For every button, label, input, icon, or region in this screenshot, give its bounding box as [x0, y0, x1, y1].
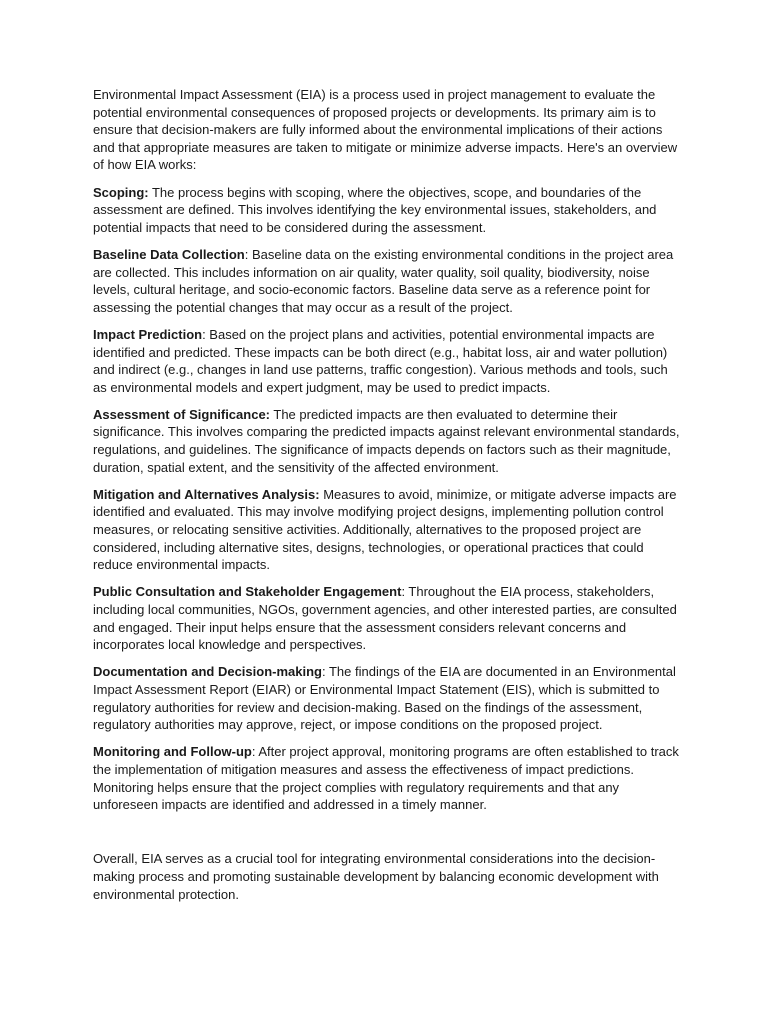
step-term: Scoping: [93, 184, 149, 200]
step-text: The process begins with scoping, where the objectives, scope, and boundaries of the assessment are defined. This involves identifying the key environmental issues, stakeholders, and potential impacts that need to be considered during the assessment. [93, 184, 657, 235]
document-body [93, 86, 683, 913]
step-text: : Throughout the EIA process, stakeholders, including local communities, NGOs, government agencies, and other interested parties, are consulted and engaged. Their input helps ensure that the assessment considers relevant concerns and incorporates local knowledge and perspectives. [93, 584, 677, 653]
step-term: Documentation and Decision-making [93, 664, 322, 680]
step-term: Assessment of Significance: [93, 406, 270, 422]
step-text: : After project approval, monitoring programs are often established to track the implementation of mitigation measures and assess the effectiveness of impact predictions. Monitoring helps ensure that the project complies with regulatory requirements and that any unforeseen impacts are identified and addressed in a timely manner. [93, 744, 679, 813]
step-text: Measures to avoid, minimize, or mitigate adverse impacts are identified and evaluated. This may involve modifying project designs, implementing pollution control measures, or relocating sensitive activities. Additionally, alternatives to the proposed project are considered, including alternative sites, designs, technologies, or operational practices that could reduce environmental impacts. [93, 486, 677, 573]
step-term: Monitoring and Follow-up [93, 744, 252, 760]
step-term: Impact Prediction [93, 326, 203, 342]
step-term: Baseline Data Collection [93, 246, 245, 262]
step-public-consultation [93, 583, 683, 653]
step-text: : Based on the project plans and activities, potential environmental impacts are identified and predicted. These impacts can be both direct (e.g., habitat loss, air and water pollution) and indirect (e.g., changes in land use patterns, traffic congestion). Various methods and tools, such as environmental models and expert judgment, may be used to predict impacts. [93, 326, 668, 395]
step-text: : Baseline data on the existing environmental conditions in the project area are collected. This includes information on air quality, water quality, soil quality, biodiversity, noise levels, cultural heritage, and socio-economic factors. Baseline data serve as a reference point for assessing the potential changes that may occur as a result of the project. [93, 246, 674, 315]
step-monitoring-follow-up [93, 743, 683, 813]
step-assessment-of-significance [93, 406, 683, 476]
conclusion-paragraph: Overall, EIA serves as a crucial tool for integrating environmental considerations into the decision-making process and promoting sustainable development by balancing economic development with environmental protection. [93, 851, 659, 902]
step-text: The predicted impacts are then evaluated to determine their significance. This involves comparing the predicted impacts against relevant environmental standards, regulations, and guidelines. The significance of impacts depends on factors such as their magnitude, duration, spatial extent, and the sensitivity of the affected environment. [93, 406, 680, 475]
step-mitigation-alternatives [93, 486, 683, 574]
step-impact-prediction [93, 326, 683, 396]
step-term: Public Consultation and Stakeholder Engagement [93, 584, 402, 600]
intro-paragraph: Environmental Impact Assessment (EIA) is a process used in project management to evaluate the potential environmental consequences of proposed projects or developments. Its primary aim is to ensure that decision-makers are fully informed about the environmental implications of their actions and that appropriate measures are taken to mitigate or minimize adverse impacts. Here's an overview of how EIA works: [93, 87, 678, 173]
step-baseline-data-collection [93, 246, 683, 316]
step-scoping [93, 184, 683, 237]
step-documentation-decision-making [93, 663, 683, 733]
step-text: : The findings of the EIA are documented in an Environmental Impact Assessment Report (EIAR) or Environmental Impact Statement (EIS), which is submitted to regulatory authorities for review and decision-making. Based on the findings of the assessment, regulatory authorities may approve, reject, or impose conditions on the proposed project. [93, 664, 676, 733]
step-term: Mitigation and Alternatives Analysis: [93, 486, 320, 502]
paragraph-spacer [93, 823, 683, 850]
